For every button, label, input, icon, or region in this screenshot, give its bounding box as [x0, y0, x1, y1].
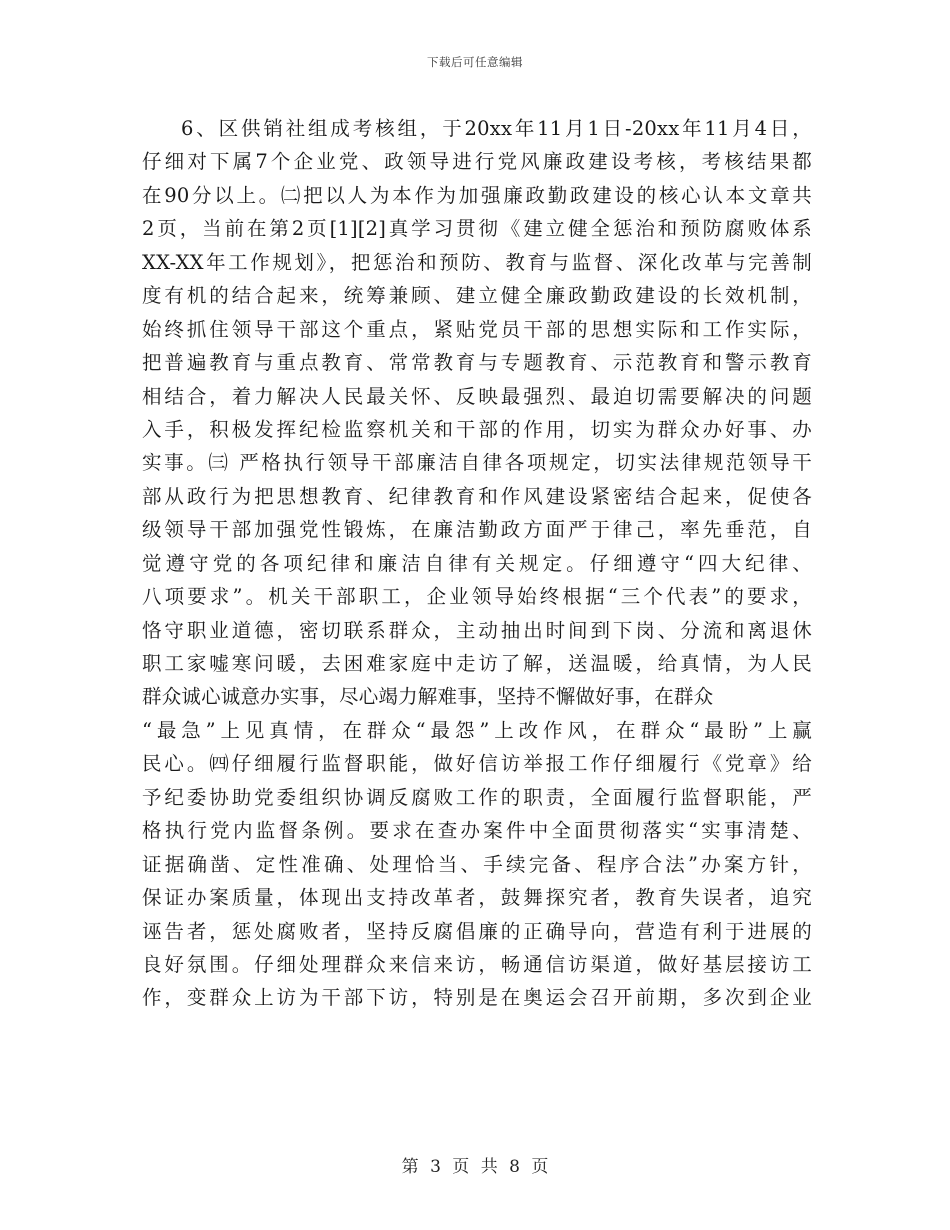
body-line: 把普遍教育与重点教育、常常教育与专题教育、示范教育和警示教育: [142, 351, 812, 375]
page-header-note: 下载后可任意编辑: [427, 55, 523, 69]
body-line: 始终抓住领导干部这个重点，紧贴党员干部的思想实际和工作实际，: [142, 317, 812, 341]
body-line: 度有机的结合起来，统筹兼顾、建立健全廉政勤政建设的长效机制，: [142, 284, 812, 308]
body-line: 群众诚心诚意办实事，尽心竭力解难事，坚持不懈做好事，在群众: [142, 685, 714, 709]
body-line: 部从政行为把思想教育、纪律教育和作风建设紧密结合起来，促使各: [142, 484, 812, 508]
body-line: 予纪委协助党委组织协调反腐败工作的职责，全面履行监督职能，严: [142, 785, 812, 809]
body-line: 相结合，着力解决人民最关怀、反映最强烈、最迫切需要解决的问题: [142, 384, 812, 408]
body-line: 保证办案质量，体现出支持改革者，鼓舞探究者，教育失误者，追究: [142, 886, 812, 910]
body-line: 实事。㈢ 严格执行领导干部廉洁自律各项规定，切实法律规范领导干: [142, 451, 812, 475]
body-line: 觉遵守党的各项纪律和廉洁自律有关规定。仔细遵守“四大纪律、: [142, 551, 812, 575]
document-body: [142, 112, 812, 1015]
body-line: 民心。㈣仔细履行监督职能，做好信访举报工作仔细履行《党章》给: [142, 752, 812, 776]
body-line: 6、区供销社组成考核组，于20xx年11月1日-20xx年11月4日，: [181, 117, 812, 140]
body-line: 仔细对下属7个企业党、政领导进行党风廉政建设考核，考核结果都: [142, 150, 812, 174]
body-line: XX-XX年工作规划》，把惩治和预防、教育与监督、深化改革与完善制: [142, 250, 812, 274]
page-number-indicator: 第 3 页 共 8 页: [401, 1157, 549, 1177]
body-line: 格执行党内监督条例。要求在查办案件中全面贯彻落实“实事清楚、: [142, 819, 812, 843]
body-line: 级领导干部加强党性锻炼，在廉洁勤政方面严于律己，率先垂范，自: [142, 518, 812, 542]
body-line: 入手，积极发挥纪检监察机关和干部的作用，切实为群众办好事、办: [142, 417, 812, 441]
body-line: 证据确凿、定性准确、处理恰当、手续完备、程序合法”办案方针，: [142, 852, 812, 876]
body-line: 职工家嘘寒问暖，去困难家庭中走访了解，送温暖，给真情，为人民: [142, 652, 812, 675]
body-line: 诬告者，惩处腐败者，坚持反腐倡廉的正确导向，营造有利于进展的: [142, 919, 812, 943]
body-line: 良好氛围。仔细处理群众来信来访，畅通信访渠道，做好基层接访工: [142, 952, 812, 976]
body-line: 八项要求”。机关干部职工，企业领导始终根据“三个代表”的要求，: [142, 585, 812, 609]
body-line: “最急”上见真情，在群众“最怨”上改作风，在群众“最盼”上赢: [142, 718, 812, 742]
body-line: 2页，当前在第2页[1][2]真学习贯彻《建立健全惩治和预防腐败体系: [142, 217, 812, 241]
body-line: 作，变群众上访为干部下访，特别是在奥运会召开前期，多次到企业: [142, 986, 812, 1010]
body-line: 在90分以上。㈡把以人为本作为加强廉政勤政建设的核心认本文章共: [142, 183, 812, 207]
body-line: 恪守职业道德，密切联系群众，主动抽出时间到下岗、分流和离退休: [142, 618, 812, 642]
